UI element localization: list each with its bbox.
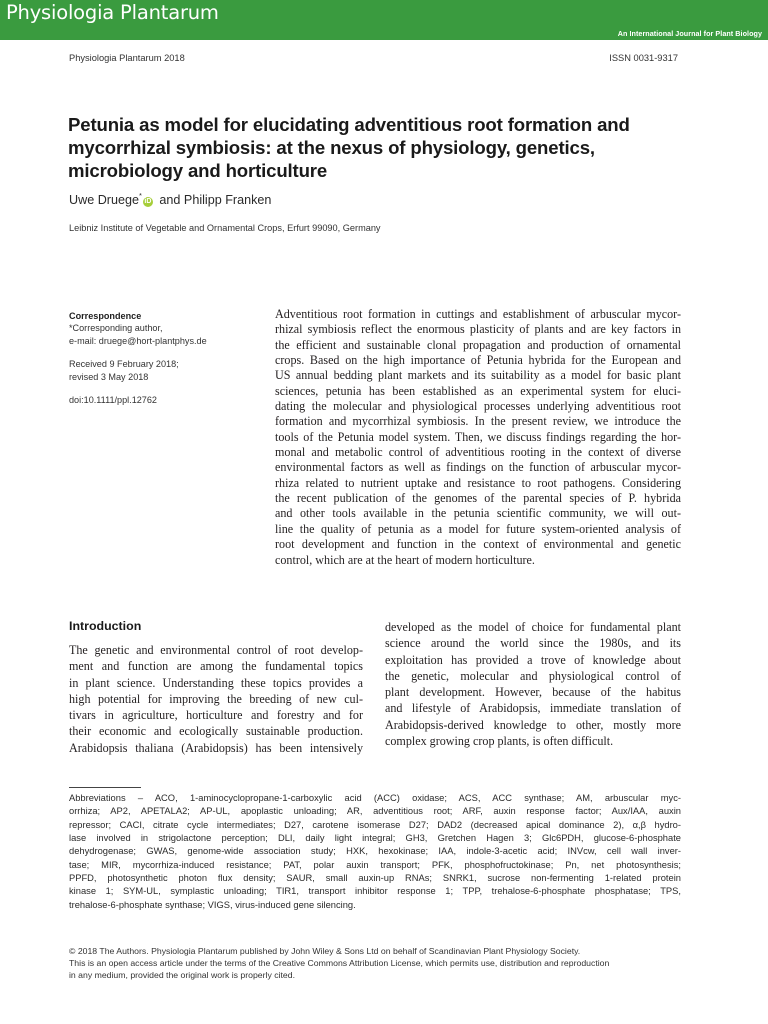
abbreviations-line: repressor; CACI, citrate cycle intermediates; D27, carotene isomerase D27; DAD2 (decreased apical dominance 2), α,β hydro-: [69, 819, 681, 830]
abstract-line: formation and mycorrhizal symbiosis. In the present review, we introduce the: [275, 414, 681, 429]
body-line: The genetic and environmental control of root develop-: [69, 643, 363, 657]
body-line: and lifestyle of Arabidopsis, immediate translation of: [385, 701, 681, 716]
abbreviations-line: dehydrogenase; GWAS, genome-wide association study; HXK, hexokinase; IAA, indole-3-acetic acid; INVcw, cell wall inver-: [69, 846, 681, 857]
introduction-column-right: [385, 619, 681, 749]
copyright-line: © 2018 The Authors. Physiologia Plantarum published by John Wiley & Sons Ltd on behalf of Scandinavian Plant Physiology Society.: [69, 946, 581, 956]
abbreviations-line: tase; MIR, mycorrhiza-induced resistance; PAT, polar auxin transport; PFK, phosphofructokinase; Pn, net photosynthesis;: [69, 859, 681, 870]
abstract-line: the efficient and sustainable clonal propagation and production of ornamental: [275, 337, 681, 352]
body-line: developed as the model of choice for fundamental plant: [385, 620, 681, 634]
journal-tagline: An International Journal for Plant Biology: [617, 29, 762, 38]
abstract-line: dating the molecular and physiological processes underlying adventitious root: [275, 399, 681, 414]
affiliation: Leibniz Institute of Vegetable and Ornamental Crops, Erfurt 99090, Germany: [69, 223, 381, 233]
body-line: ment and function are among the fundamental topics: [69, 659, 363, 674]
body-line: exploitation has provided a trove of knowledge about: [385, 652, 681, 667]
received-date: Received 9 February 2018;: [69, 359, 179, 370]
orcid-icon[interactable]: iD: [144, 198, 152, 206]
section-heading-introduction: Introduction: [69, 619, 142, 633]
abstract-line: rhizal symbiosis reflect the enormous plasticity of plants and are key factors in: [275, 322, 681, 337]
body-line: science around the world since the 1980s, and its: [385, 636, 681, 651]
license-line: This is an open access article under the terms of the Creative Commons Attribution License, which permits use, distribution and reproduction: [69, 957, 610, 968]
abbreviations-line: kinase 1; SYM-UL, symplastic unloading; TIR1, transport inhibitor response 1; TPP, trehalose-6-phosphate phosphatase; TPS,: [69, 886, 681, 897]
body-line: the genetic, molecular and physiological control of: [385, 668, 681, 683]
abstract-line: Adventitious root formation in cuttings and establishment of arbuscular mycor-: [275, 307, 681, 321]
footnote-divider: [69, 787, 141, 788]
license-line: in any medium, provided the original work is properly cited.: [69, 969, 295, 980]
issn: ISSN 0031-9317: [609, 53, 678, 63]
abstract-line: sciences, petunia has been established as an experimental system for eluci-: [275, 383, 681, 398]
revised-date: revised 3 May 2018: [69, 371, 149, 382]
journal-title: Physiologia Plantarum: [6, 1, 219, 24]
license-footer: [69, 946, 681, 981]
abstract-line: US annual bedding plant markets and its suitability as a model for basic plant: [275, 368, 681, 383]
abbreviations-line: lase involved in strigolactone perception; DLI, daily light integral; GH3, Gretchen Hagen 3; Glc6PDH, glucose-6-phosphate: [69, 833, 681, 844]
abstract-line: root development and function in the context of environmental and genetic: [275, 537, 681, 552]
corresponding-mark: *: [139, 191, 142, 200]
abstract-line: line the quality of petunia as a model for future system-oriented analysis of: [275, 521, 681, 536]
body-line: high potential for improving the breeding of new cul-: [69, 691, 363, 706]
author-line: [69, 192, 271, 207]
abbreviations-line: PPFD, photosynthetic photon flux density; SAUR, small auxin-up RNAs; SNRK1, sucrose non-fermenting 1-related protein: [69, 873, 681, 884]
journal-header-bar: [0, 0, 768, 40]
abbreviations-line: trehalose-6-phosphate synthase; VIGS, virus-induced gene silencing.: [69, 899, 356, 910]
abstract-line: and other tools available in the petunia scientific community, we will out-: [275, 506, 681, 521]
doi-link[interactable]: doi:10.1111/ppl.12762: [69, 395, 157, 406]
body-line: their economic and ecologically sustainable production.: [69, 724, 363, 739]
abstract-line: crops. Based on the high importance of Petunia hybrida for the European and: [275, 353, 681, 368]
abstract-line: monal and metabolic control of adventitious rooting in the context of diverse: [275, 445, 681, 460]
abbreviations-footnote: [69, 792, 681, 912]
body-line: complex growing crop plants, is often difficult.: [385, 733, 614, 748]
correspondence-label: Correspondence: [69, 311, 142, 321]
author-name-rest: and Philipp Franken: [155, 193, 272, 208]
corresponding-author-note: *Corresponding author,: [69, 323, 163, 334]
abstract-line: tools of the Petunia model system. Then, we discuss findings regarding the hor-: [275, 429, 681, 444]
author-name[interactable]: Uwe Druege: [69, 193, 139, 208]
abstract-line: the recent publication of the genomes of the parental species of P. hybrida: [275, 491, 681, 506]
article-info-sidebar: [69, 310, 249, 406]
introduction-column-left: [69, 642, 363, 756]
body-line: tivars in agriculture, horticulture and forestry and for: [69, 708, 363, 722]
body-line: plant development. However, because of the habitus: [385, 685, 681, 699]
body-line: Arabidopsis thaliana (Arabidopsis) has been intensively: [69, 740, 363, 755]
article-title: Petunia as model for elucidating adventitious root formation and mycorrhizal symbiosis: at the nexus of physiology, genetics, microbiology and horticulture: [68, 114, 630, 181]
body-line: in plant science. Understanding these topics provides a: [69, 675, 363, 690]
abstract: [275, 307, 681, 568]
email-link[interactable]: e-mail: druege@hort-plantphys.de: [69, 335, 207, 346]
abstract-line: rhiza related to nutrient uptake and resistance to root pathogens. Considering: [275, 475, 681, 490]
abbreviations-line: orrhiza; AP2, APETALA2; AP-UL, apoplastic unloading; AR, adventitious root; ARF, auxin response factor; Aux/IAA, auxin: [69, 806, 681, 817]
abbreviations-line: Abbreviations – ACO, 1-aminocyclopropane-1-carboxylic acid (ACC) oxidase; ACS, ACC synthase; AM, arbuscular myc-: [69, 793, 681, 803]
body-line: Arabidopsis-derived knowledge to other, mostly more: [385, 717, 681, 732]
abstract-line: control, which are at the heart of modern horticulture.: [275, 552, 535, 567]
running-head: Physiologia Plantarum 2018: [69, 53, 185, 63]
abstract-line: environmental factors as well as findings on the function of arbuscular mycor-: [275, 460, 681, 475]
